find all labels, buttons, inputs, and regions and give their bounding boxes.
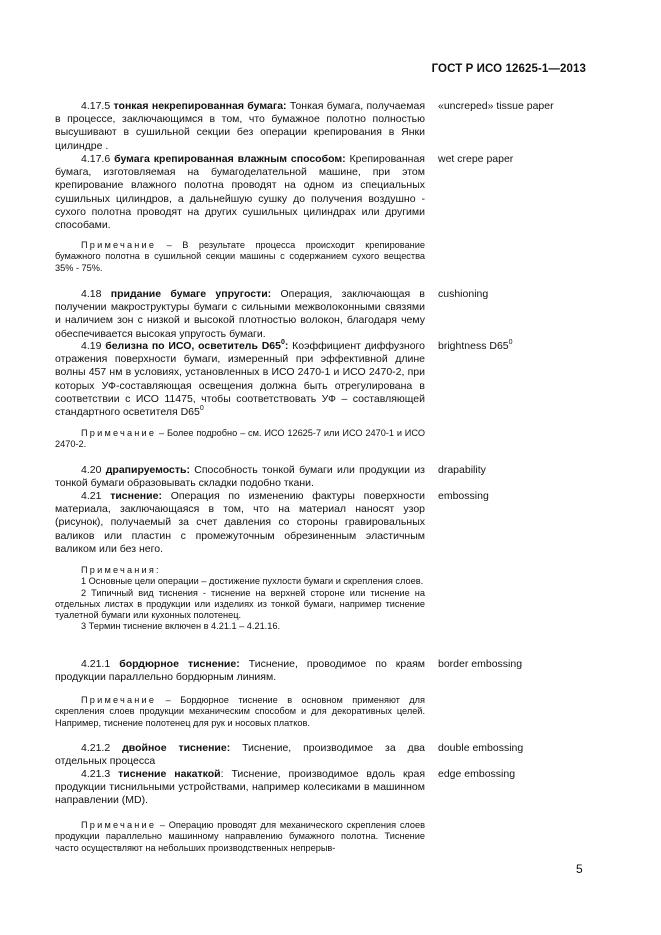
english-term-cushioning: cushioning (438, 288, 489, 300)
entry-term: бумага крепированная влажным способом: (114, 153, 346, 165)
entry-term: бордюрное тиснение: (119, 658, 240, 670)
entry-4-21-3 (55, 768, 425, 808)
english-term-embossing: embossing (438, 490, 489, 502)
entry-term: придание бумаге упругости: (110, 288, 272, 300)
english-term-text: brightness D65 (438, 340, 509, 352)
english-term-wet-crepe: wet crepe paper (438, 153, 514, 165)
superscript: 0 (199, 405, 204, 413)
entry-4-21-1 (55, 658, 425, 684)
entry-number: 4.21 (81, 490, 102, 502)
entry-4-20 (55, 464, 425, 490)
entry-4-21-2 (55, 742, 425, 768)
note-label: Примечание (81, 820, 157, 830)
entry-number: 4.21.2 (81, 742, 111, 754)
note-border-embossing (55, 695, 425, 729)
entry-term: тиснение накаткой (118, 768, 221, 780)
entry-4-17-6 (55, 153, 425, 232)
entry-number: 4.21.3 (81, 768, 111, 780)
note-text: – Бордюрное тиснение в основном применяют для скрепления слоев продукции механическим способом и для декоративных целей. Например, тиснение полотенец для рук и носовых платков. (55, 695, 425, 728)
note-label: Примечания: (81, 565, 161, 575)
entry-number: 4.17.5 (81, 100, 111, 112)
english-term-edge-embossing: edge embossing (438, 768, 516, 780)
entry-term: тиснение: (110, 490, 162, 502)
entry-term: драпируемость: (105, 464, 190, 476)
english-term-drapability: drapability (438, 464, 486, 476)
entry-4-21 (55, 490, 425, 556)
english-term-brightness (438, 340, 513, 353)
page-number: 5 (576, 862, 583, 876)
english-term-double-embossing: double embossing (438, 742, 524, 754)
entry-definition: Тиснение, проводимое по краям продукции параллельно бордюрным линиям. (55, 658, 425, 684)
notes-embossing (55, 565, 425, 633)
entry-4-18 (55, 288, 425, 341)
entry-definition: Тонкая бумага, получаемая в процессе, заключающимся в том, что бумажное полотно полностью высушивают в сушильной секции без операции крепирования в Янки цилиндре . (55, 100, 426, 152)
entry-4-17-5 (55, 100, 425, 153)
superscript: 0 (508, 339, 513, 346)
note-text: – Операцию проводят для механического скрепления слоев продукции параллельно машинному направлению бумажного полотна. Тиснение часто осуществляют на небольших производственных непрерыв- (55, 820, 425, 853)
entry-term: двойное тиснение: (122, 742, 231, 754)
note-text: – Более подробно – см. ИСО 12625-7 или ИСО 2470-1 и ИСО 2470-2. (55, 428, 425, 450)
entry-term: тонкая некрепированная бумага: (113, 100, 287, 112)
entry-definition: Крепированная бумага, изготовляемая на бумагоделательной машине, при этом крепирование влажного полотна проводят на одном из специальных сушильных цилиндров, а дальнейшую сушку до получения воздушно - сухого полотна проводят на других сушильных цилиндрах или другими способами. (55, 153, 425, 232)
note-brightness (55, 428, 425, 451)
note-item: 1 Основные цели операции – достижение пухлости бумаги и скрепления слоев. (81, 576, 424, 587)
note-text: – В результате процесса происходит крепирование бумажного полотна в сушильной секции машины с содержанием сухого вещества 35% - 75%. (55, 240, 425, 273)
entry-number: 4.20 (81, 464, 102, 476)
term-colon: : (284, 340, 289, 352)
note-label: Примечание (81, 240, 157, 250)
entry-term: белизна по ИСО, осветитель D65 (105, 340, 281, 352)
entry-definition: Коэффициент диффузного отражения поверхности бумаги, измеренный при эффективной длине волны 457 нм в условиях, установленных в ИСО 2470-1 и ИСО 2470-2, при которых УФ-составляющая освещения должна быть отрегулирована в соответствии с ИСО 11475, чтобы соответствовать УФ – составляющей стандартного осветителя D65 (55, 340, 425, 419)
entry-number: 4.19 (81, 340, 102, 352)
note-item: 2 Типичный вид тиснения - тиснение на верхней стороне или тиснение на отдельных листах в продукции или изделиях из тонкой бумаги, например тиснение туалетной бумаги или кухонных полотенец. (55, 587, 425, 621)
entry-definition: Операция по изменению фактуры поверхности материала, заключающаяся в том, что на материал наносят узор (рисунок), получаемый за счет давления со стороны гравировальных валиков или пластин с промежуточным обрезиненным эластичным валиком или без него. (55, 490, 425, 555)
entry-number: 4.21.1 (81, 658, 111, 670)
entry-definition: Способность тонкой бумаги или продукции из тонкой бумаги образовывать складки подобно ткани. (55, 464, 425, 490)
note-label: Примечание (81, 428, 157, 438)
note-item: 3 Термин тиснение включен в 4.21.1 – 4.21.16. (81, 621, 281, 632)
note-edge-embossing (55, 820, 425, 854)
entry-4-19 (55, 340, 425, 419)
english-term-border-embossing: border embossing (438, 658, 523, 670)
entry-number: 4.18 (81, 288, 102, 300)
document-header: ГОСТ Р ИСО 12625-1—2013 (431, 63, 586, 75)
note-crepe (55, 240, 425, 274)
note-label: Примечание (81, 695, 157, 705)
superscript: 0 (280, 339, 285, 346)
entry-definition: Операция, заключающая в получении макроструктуры бумаги с сильными межволоконными связями и наличием зон с низкой и высокой плотностью волокон, благодаря чему обеспечивается высокая упругость бумаги. (55, 288, 426, 340)
entry-definition: : Тиснение, производимое вдоль края продукции тиснильными устройствами, например колесиками в машинном направлении (MD). (55, 768, 426, 807)
english-term-uncreped: «uncreped» tissue paper (438, 100, 554, 112)
entry-number: 4.17.6 (81, 153, 111, 165)
entry-definition: Тиснение, производимое за два отдельных процесса (55, 742, 425, 768)
